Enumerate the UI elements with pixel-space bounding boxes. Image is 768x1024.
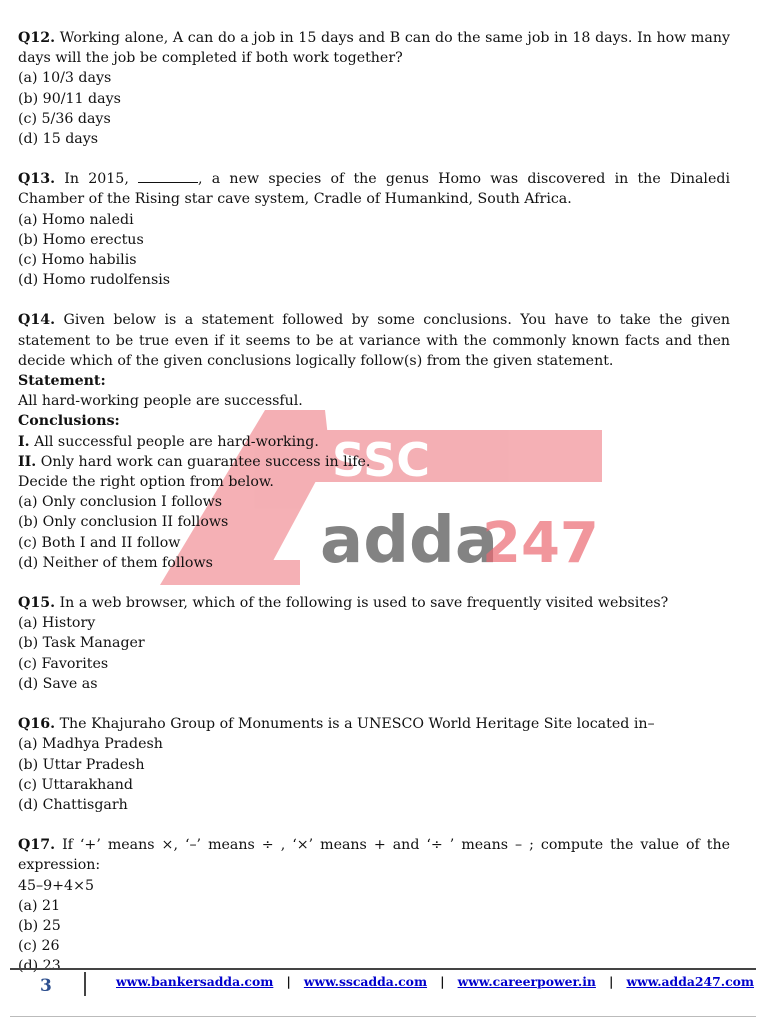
question-text: If ‘+’ means ×, ‘–’ means ÷ , ‘×’ means + and ‘÷ ’ means – ; compute the value of the expression: — [18, 837, 730, 874]
question-number: Q14. — [18, 312, 56, 329]
conclusion-number: II. — [18, 453, 37, 470]
option-c: (c) 5/36 days — [18, 110, 111, 127]
link-separator: | — [608, 974, 614, 989]
question-14 — [18, 310, 730, 573]
option-d: (d) Homo rudolfensis — [18, 272, 171, 289]
conclusion-1 — [18, 432, 730, 452]
question-12 — [18, 28, 730, 149]
question-number: Q12. — [18, 30, 56, 46]
link-bankersadda[interactable]: www.bankersadda.com — [116, 974, 274, 989]
option-a: (a) History — [18, 615, 96, 632]
page-edge-line — [10, 1016, 756, 1017]
question-text: In a web browser, which of the following is used to save frequently visited websites? — [59, 595, 669, 612]
option-d: (d) Save as — [18, 675, 98, 692]
page-number-divider — [84, 972, 86, 996]
footer-links — [116, 974, 754, 989]
option-b: (b) Task Manager — [18, 635, 145, 652]
conclusion-text: All successful people are hard-working. — [29, 433, 319, 450]
option-d: (d) 23 — [18, 958, 61, 975]
option-b: (b) Uttar Pradesh — [18, 756, 145, 773]
footer-rule — [10, 968, 756, 970]
option-b: (b) Homo erectus — [18, 231, 144, 248]
watermark-ssc-text: SSC — [332, 433, 430, 487]
question-13 — [18, 169, 730, 290]
question-text: Given below is a statement followed by some conclusions. You have to take the given statement to be true even if it seems to be at variance with the commonly known facts and then decide which of the given conclusions logically follow(s) from the given statement. — [18, 312, 730, 369]
link-separator: | — [440, 974, 445, 989]
option-c: (c) 26 — [18, 938, 60, 955]
question-text-end: , a new species of the genus Homo was discovered in the Dinaledi Chamber of the Rising star cave system, Cradle of Humankind, South Africa. — [18, 171, 730, 208]
conclusion-2 — [18, 452, 730, 472]
question-text: The Khajuraho Group of Monuments is a UNESCO World Heritage Site located in– — [59, 716, 655, 733]
option-b: (b) 25 — [18, 917, 61, 934]
statement-text: All hard-working people are successful. — [18, 393, 303, 410]
expression-text: 45–9+4×5 — [18, 877, 95, 894]
option-a: (a) Only conclusion I follows — [18, 494, 223, 511]
link-sscadda[interactable]: www.sscadda.com — [303, 974, 428, 989]
option-a: (a) Homo naledi — [18, 211, 134, 228]
option-c: (c) Both I and II follow — [18, 534, 181, 551]
option-b: (b) 90/11 days — [18, 90, 121, 107]
option-c: (c) Uttarakhand — [18, 776, 133, 793]
question-number: Q16. — [18, 716, 56, 733]
option-d: (d) Chattisgarh — [18, 796, 128, 813]
link-adda247[interactable]: www.adda247.com — [626, 974, 755, 989]
conclusion-text: Only hard work can guarantee success in life. — [36, 453, 371, 470]
question-page — [18, 28, 730, 997]
question-number: Q17. — [18, 837, 56, 854]
conclusions-label: Conclusions: — [18, 413, 120, 430]
option-a: (a) 21 — [18, 897, 61, 914]
watermark-adda-text: adda — [320, 504, 498, 578]
option-c: (c) Homo habilis — [18, 252, 137, 269]
question-16 — [18, 714, 730, 815]
option-d: (d) Neither of them follows — [18, 554, 213, 571]
question-number: Q15. — [18, 595, 56, 612]
page-number: 3 — [40, 976, 52, 996]
watermark-247-text: 247 — [482, 511, 599, 576]
conclusion-number: I. — [18, 433, 30, 450]
question-text-start: In 2015, — [64, 171, 139, 188]
option-b: (b) Only conclusion II follows — [18, 514, 229, 531]
option-a: (a) Madhya Pradesh — [18, 736, 163, 753]
question-number: Q13. — [18, 171, 56, 188]
statement-label: Statement: — [18, 373, 106, 390]
link-separator: | — [286, 974, 291, 989]
option-c: (c) Favorites — [18, 655, 109, 672]
link-careerpower[interactable]: www.careerpower.in — [457, 974, 596, 989]
question-text: Working alone, A can do a job in 15 days and B can do the same job in 18 days. In how many days will the job be completed if both work together? — [18, 30, 730, 67]
instruction-text: Decide the right option from below. — [18, 474, 274, 491]
option-d: (d) 15 days — [18, 131, 99, 148]
option-a: (a) 10/3 days — [18, 70, 112, 87]
question-15 — [18, 593, 730, 694]
question-17 — [18, 835, 730, 976]
fill-in-blank — [138, 170, 198, 183]
